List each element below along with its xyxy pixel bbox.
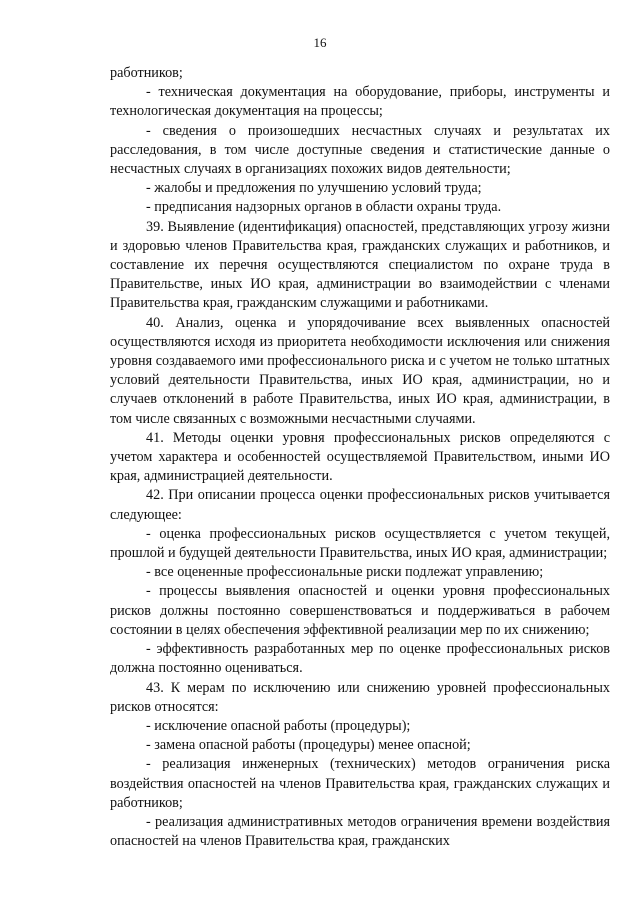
list-item-replacement: - замена опасной работы (процедуры) менее опасной;: [146, 737, 471, 754]
list-item-accident-info: - сведения о произошедших несчастных случаях и результатах их расследования, в том числе доступные сведения и статистические данные о несчастных случаях в организациях похожих видов деятельности;: [110, 122, 610, 178]
list-item-administrative-methods: - реализация административных методов ограничения времени воздействия опасностей на членов Правительства края, гражданских: [110, 813, 610, 850]
clause-43: 43. К мерам по исключению или снижению уровней профессиональных рисков относятся:: [110, 679, 610, 715]
clause-42: 42. При описании процесса оценки профессиональных рисков учитывается следующее:: [110, 487, 610, 523]
list-item-engineering-methods: - реализация инженерных (технических) методов ограничения риска воздействия опасностей на членов Правительства края, гражданских служащих и работников;: [110, 756, 610, 811]
list-item-risk-assessment: - оценка профессиональных рисков осуществляется с учетом текущей, прошлой и будущей деятельности Правительства, иных ИО края, администрации;: [110, 525, 610, 562]
clause-41: 41. Методы оценки уровня профессиональных рисков определяются с учетом характера и особенностей осуществляемой Правительством, иными ИО края, администрацией деятельности.: [110, 429, 610, 485]
clause-40: 40. Анализ, оценка и упорядочивание всех выявленных опасностей осуществляются исходя из приоритета необходимости исключения или снижения уровня создаваемого ими профессионального риска и с учетом не только штатных условий деятельности Правительства, иных ИО края, администрации, но и случаев отклонений в работе Правительства, иных ИО края, администрации, в том числе связанных с возможными несчастными случаями.: [110, 314, 610, 427]
list-item-complaints: - жалобы и предложения по улучшению условий труда;: [146, 180, 482, 197]
list-item-technical-docs: - техническая документация на оборудование, приборы, инструменты и технологическая документация на процессы;: [110, 84, 610, 120]
list-item-process-improvement: - процессы выявления опасностей и оценки уровня профессиональных рисков должны постоянно совершенствоваться и поддерживаться в рабочем состоянии в целях обеспечения эффективной реализации мер по их снижению;: [110, 583, 610, 638]
list-item-prescriptions: - предписания надзорных органов в области охраны труда.: [146, 199, 502, 216]
list-item-risk-management: - все оцененные профессиональные риски подлежат управлению;: [146, 564, 544, 581]
list-item-exclusion: - исключение опасной работы (процедуры);: [146, 717, 411, 734]
clause-39: 39. Выявление (идентификация) опасностей, представляющих угрозу жизни и здоровью членов Правительства края, гражданских служащих и работников, и составление их перечня осуществляются специалистом по охране труда в Правительстве, иных ИО края, администрации во взаимодействии с членами Правительства края, гражданским служащими и работниками.: [110, 218, 610, 312]
page-number: 16: [313, 35, 327, 50]
paragraph-continuation: работников;: [110, 65, 183, 81]
document-body: [110, 64, 610, 851]
list-item-effectiveness: - эффективность разработанных мер по оценке профессиональных рисков должна постоянно оцениваться.: [110, 641, 610, 677]
